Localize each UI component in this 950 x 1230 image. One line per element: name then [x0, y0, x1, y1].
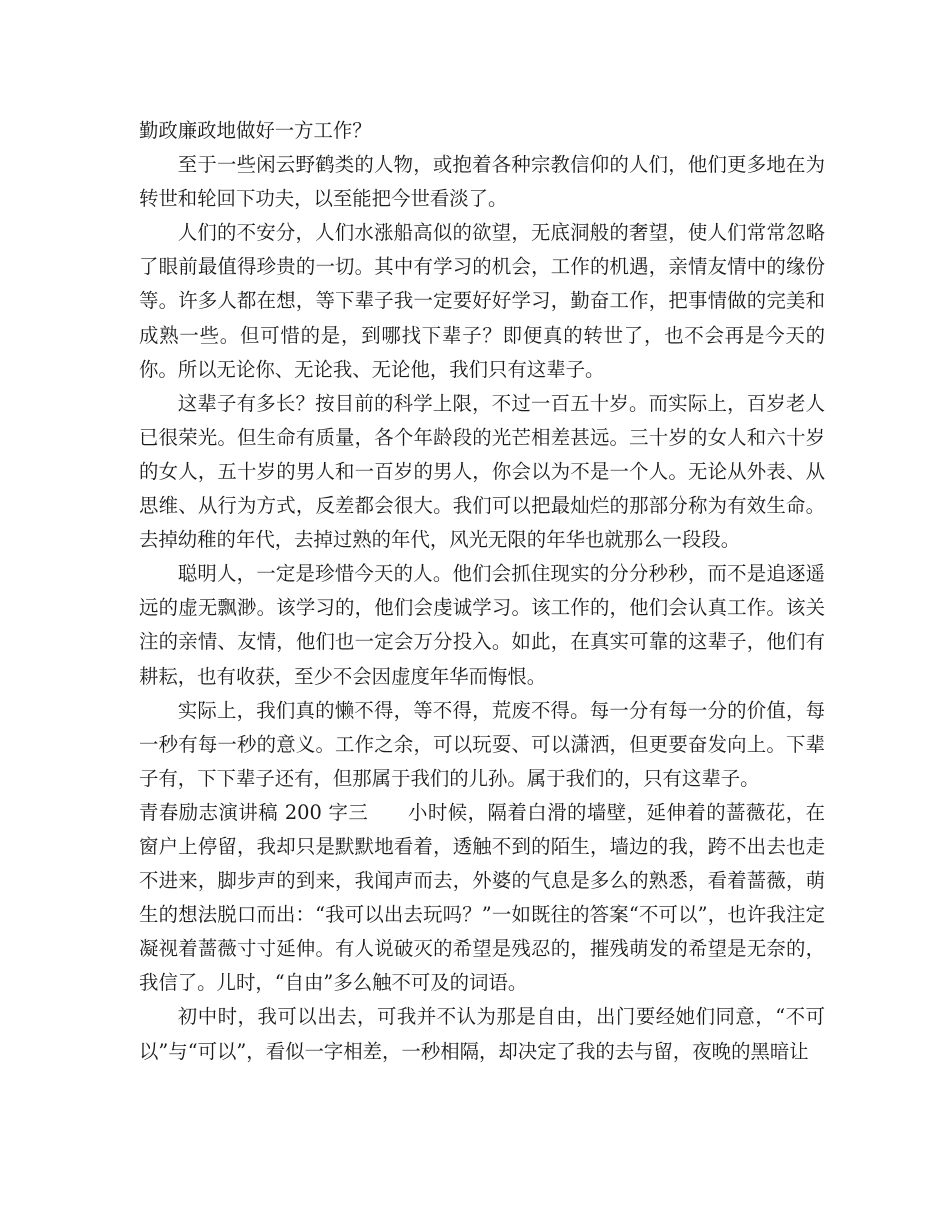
section-heading-paragraph: 青春励志演讲稿 200 字三 小时候，隔着白滑的墙壁，延伸着的蔷薇花，在窗户上停留，我却只是默默地看着，透触不到的陌生，墙边的我，跨不出去也走不进来，脚步声的到来，我闻声而去，外婆的气息是多么的熟悉，看着蔷薇，萌生的想法脱口而出：“我可以出去玩吗？”一如既往的答案“不可以”，也许我注定凝视着蔷薇寸寸延伸。有人说破灭的希望是残忍的，摧残萌发的希望是无奈的，我信了。儿时，“自由”多么触不可及的词语。	[139, 800, 825, 995]
paragraph: 至于一些闲云野鹤类的人物，或抱着各种宗教信仰的人们，他们更多地在为转世和轮回下功夫，以至能把今世看淡了。	[139, 153, 825, 211]
paragraph: 这辈子有多长？按目前的科学上限，不过一百五十岁。而实际上，百岁老人已很荣光。但生命有质量，各个年龄段的光芒相差甚远。三十岁的女人和六十岁的女人，五十岁的男人和一百岁的男人，你会以为不是一个人。无论从外表、从思维、从行为方式，反差都会很大。我们可以把最灿烂的那部分称为有效生命。去掉幼稚的年代，去掉过熟的年代，风光无限的年华也就那么一段段。	[139, 391, 825, 552]
document-body	[139, 114, 825, 1069]
paragraph: 聪明人，一定是珍惜今天的人。他们会抓住现实的分分秒秒，而不是追逐遥远的虚无飘渺。该学习的，他们会虔诚学习。该工作的，他们会认真工作。该关注的亲情、友情，他们也一定会万分投入。如此，在真实可靠的这辈子，他们有耕耘，也有收获，至少不会因虚度年华而悔恨。	[139, 562, 825, 688]
paragraph: 人们的不安分，人们水涨船高似的欲望，无底洞般的奢望，使人们常常忽略了眼前最值得珍贵的一切。其中有学习的机会，工作的机遇，亲情友情中的缘份等。许多人都在想，等下辈子我一定要好好学习，勤奋工作，把事情做的完美和成熟一些。但可惜的是，到哪找下辈子？即便真的转世了，也不会再是今天的你。所以无论你、无论我、无论他，我们只有这辈子。	[139, 221, 825, 381]
paragraph: 初中时，我可以出去，可我并不认为那是自由，出门要经她们同意，“不可以”与“可以”，看似一字相差，一秒相隔，却决定了我的去与留，夜晚的黑暗让	[139, 1005, 825, 1063]
paragraph: 实际上，我们真的懒不得，等不得，荒废不得。每一分有每一分的价值，每一秒有每一秒的意义。工作之余，可以玩耍、可以潇洒，但更要奋发向上。下辈子有，下下辈子还有，但那属于我们的儿孙。属于我们的，只有这辈子。	[139, 698, 825, 790]
paragraph: 勤政廉政地做好一方工作？	[139, 119, 372, 142]
